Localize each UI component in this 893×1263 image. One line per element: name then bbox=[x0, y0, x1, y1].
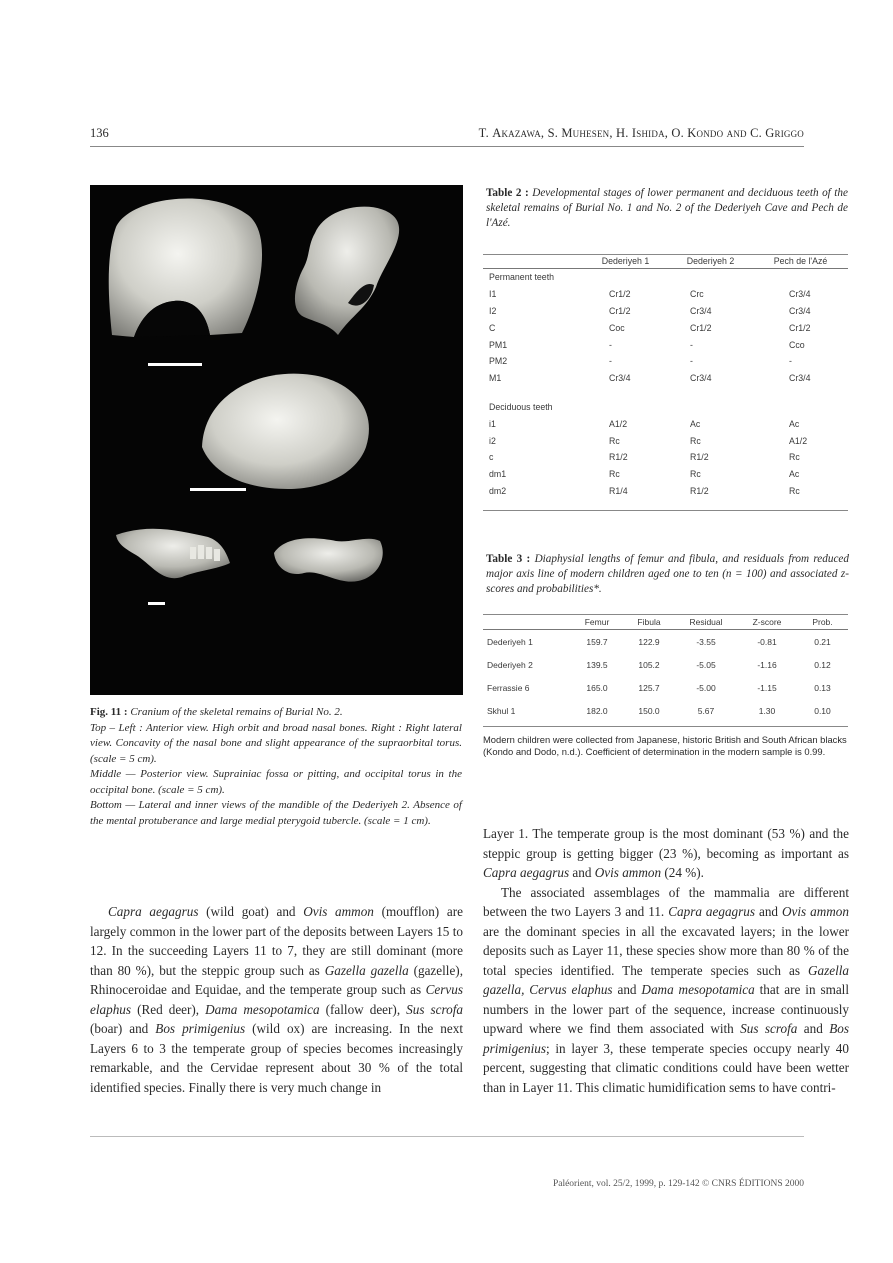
table2-cell: - bbox=[789, 356, 792, 367]
text-run: (24 %). bbox=[661, 865, 704, 880]
table2-body bbox=[483, 269, 848, 500]
table3-cell: Ferrassie 6 bbox=[487, 682, 530, 693]
table3-caption bbox=[486, 552, 849, 597]
table3-body bbox=[483, 630, 848, 723]
table2-row bbox=[483, 449, 848, 466]
table2-caption bbox=[486, 186, 848, 231]
table3-cell: 0.21 bbox=[814, 636, 831, 647]
mandible-lateral bbox=[116, 529, 230, 578]
text-run: and bbox=[797, 1021, 830, 1036]
page-number: 136 bbox=[90, 126, 109, 140]
figure-caption bbox=[90, 705, 462, 829]
table2-cell: PM1 bbox=[489, 339, 508, 350]
figure-label: Fig. 11 : bbox=[90, 706, 128, 718]
caption-top: Top – Left : Anterior view. High orbit and broad nasal bones. Right : Right lateral view. Concavity of the nasal bone and slight appearance of the supraorbital torus. (scale = 5 cm). bbox=[90, 721, 462, 765]
text-run: The associated assemblages of the mammalia are different between the two Layers 3 and 11. bbox=[483, 884, 849, 919]
table3-cell: -5.05 bbox=[696, 659, 716, 670]
table3-cell: 105.2 bbox=[638, 659, 660, 670]
table2-cell: R1/2 bbox=[690, 452, 709, 463]
table2-cell: Cco bbox=[789, 339, 805, 350]
table2-cell: Rc bbox=[609, 435, 620, 446]
table3-cell: 139.5 bbox=[586, 659, 608, 670]
table3-header-2: Fibula bbox=[623, 614, 675, 630]
figure-photograph bbox=[90, 185, 463, 695]
table2-cell: R1/2 bbox=[690, 485, 709, 496]
running-head bbox=[479, 126, 804, 141]
taxon: Gazella gazella bbox=[324, 962, 409, 978]
taxon: Capra aegagrus bbox=[108, 904, 199, 919]
text-run: (wild ox) are increasing. In the next Layers 6 to 3 the temperate group of species becomes increasingly remarkable, and the Cervidae represent about 30 % of the total identified species. Finally there is very much change in bbox=[90, 1021, 463, 1095]
table2-cell: - bbox=[690, 339, 693, 350]
table2-caption-text: Developmental stages of lower permanent and deciduous teeth of the skeletal remains of Burial No. 1 and No. 2 of the Dederiyeh Cave and Pech de l'Azé. bbox=[486, 187, 848, 229]
table2-cell: Cr3/4 bbox=[789, 373, 811, 384]
table2-row bbox=[483, 466, 848, 483]
table2-header-1: Dederiyeh 1 bbox=[583, 254, 668, 269]
table2-cell: M1 bbox=[489, 373, 502, 384]
taxon: Ovis ammon bbox=[594, 865, 662, 880]
table2-cell: i2 bbox=[489, 435, 496, 446]
text-run: (moufflon) are largely common in the lower part of the deposits between Layers 15 to 12. In the succeeding Layers 11 to 7, they are still dominant (more than 80 %), but the steppic group such as bbox=[90, 904, 463, 978]
scale-bar-top bbox=[148, 363, 202, 366]
text-run: (Red deer), bbox=[131, 1001, 206, 1017]
table2-cell: Cr3/4 bbox=[690, 373, 712, 384]
running-head-prefix: T. bbox=[478, 126, 493, 140]
running-head-authors: Akazawa, S. Muhesen, H. Ishida, O. Kondo and C. Griggo bbox=[492, 126, 804, 140]
table2-cell: R1/2 bbox=[609, 452, 628, 463]
table2-header-3: Pech de l'Azé bbox=[753, 254, 848, 269]
table2-cell: Ac bbox=[789, 469, 800, 480]
table3-cell: -5.00 bbox=[696, 682, 716, 693]
table3-cell: 150.0 bbox=[638, 705, 660, 716]
table2-spacer-cell bbox=[483, 387, 848, 399]
table3-header-5: Prob. bbox=[797, 614, 848, 630]
table3-row bbox=[483, 676, 848, 699]
taxon: Capra aegagrus bbox=[668, 904, 755, 919]
text-run: (wild goat) and bbox=[198, 904, 304, 919]
taxon: Sus scrofa bbox=[406, 1001, 463, 1017]
text-run: and bbox=[569, 865, 595, 880]
scale-bar-middle bbox=[190, 488, 246, 491]
text-run: are the dominant species in all the excavated layers; in the lower deposits such as Layer 11, these species show more than 80 % of the total species identified. The temperate species such as bbox=[483, 923, 849, 978]
taxon: Gazella gazella, Cervus elaphus bbox=[483, 962, 849, 997]
footer-citation: Paléorient, vol. 25/2, 1999, p. 129-142 © CNRS ÉDITIONS 2000 bbox=[552, 1179, 804, 1189]
posterior-cranium bbox=[202, 374, 369, 489]
table2-cell: - bbox=[609, 356, 612, 367]
text-run: (gazelle), Rhinoceroidae and Equidae, and the temperate group such as bbox=[90, 962, 463, 997]
table3-cell: Dederiyeh 1 bbox=[487, 636, 533, 647]
table2-section-row bbox=[483, 399, 848, 416]
table2-row bbox=[483, 353, 848, 370]
taxon: Dama mesopotamica bbox=[205, 1001, 320, 1017]
text-run: ; in layer 3, these temperate species occupy nearly 40 percent, suggesting that climatic conditions could have been wetter than in Layer 11. This climatic humidification sems to have contri- bbox=[483, 1040, 849, 1095]
table2-header-0 bbox=[483, 254, 583, 269]
text-run: (fallow deer), bbox=[319, 1001, 407, 1017]
table2-cell: I2 bbox=[489, 305, 497, 316]
table2-cell: dm1 bbox=[489, 469, 507, 480]
left-paragraph bbox=[90, 902, 463, 1097]
table2-cell: A1/2 bbox=[609, 418, 628, 429]
right-paragraph-1 bbox=[483, 824, 849, 883]
table2-spacer bbox=[483, 387, 848, 399]
table2-cell: I1 bbox=[489, 289, 497, 300]
table2-cell: Crc bbox=[690, 289, 704, 300]
table3-header-4: Z-score bbox=[737, 614, 797, 630]
table2-cell: Cr3/4 bbox=[690, 305, 712, 316]
table2-header-2: Dederiyeh 2 bbox=[668, 254, 753, 269]
table3-cell: 165.0 bbox=[586, 682, 608, 693]
table2-cell: Rc bbox=[789, 485, 800, 496]
table2-row bbox=[483, 286, 848, 303]
table3-cell: 159.7 bbox=[586, 636, 608, 647]
table3-cell: -0.81 bbox=[757, 636, 777, 647]
table2-cell: Cr3/4 bbox=[789, 305, 811, 316]
table2-cell: Cr1/2 bbox=[789, 322, 811, 333]
table2-row bbox=[483, 432, 848, 449]
table2-cell: Ac bbox=[789, 418, 800, 429]
lateral-cranium bbox=[295, 207, 399, 335]
taxon: Cervus elaphus bbox=[90, 982, 463, 1017]
table2-cell: Rc bbox=[789, 452, 800, 463]
table3-cell: 122.9 bbox=[638, 636, 660, 647]
table3-cell: 0.13 bbox=[814, 682, 831, 693]
taxon: Bos primigenius bbox=[483, 1021, 849, 1056]
table3-cell: 125.7 bbox=[638, 682, 660, 693]
table3-caption-text: Diaphysial lengths of femur and fibula, and residuals from reduced major axis line of modern children aged one to ten (n = 100) and associated z-scores and probabilities*. bbox=[486, 553, 849, 595]
table3-label: Table 3 : bbox=[486, 553, 531, 565]
text-run: Layer 1. The temperate group is the most dominant (53 %) and the steppic group is getting bigger (23 %), becoming as important as bbox=[483, 826, 849, 861]
table2-cell: R1/4 bbox=[609, 485, 628, 496]
table3-footnote: Modern children were collected from Japanese, historic British and South African blacks (Kondo and Dodo, n.d.). Coefficient of determination in the modern sample is 0.99. bbox=[483, 734, 847, 757]
caption-middle: Middle — Posterior view. Suprainiac fossa or pitting, and occipital torus in the occipital bone. (scale = 5 cm). bbox=[90, 768, 462, 796]
table3-cell: 5.67 bbox=[697, 705, 715, 716]
table3-row bbox=[483, 699, 848, 722]
table2-label: Table 2 : bbox=[486, 187, 529, 199]
table2-cell: Deciduous teeth bbox=[489, 401, 553, 412]
table3-cell: 0.12 bbox=[814, 659, 831, 670]
caption-bottom: Bottom — Lateral and inner views of the mandible of the Dederiyeh 2. Absence of the mental protuberance and large medial pterygoid tubercle. (scale = 1 cm). bbox=[90, 799, 462, 827]
table2-cell: Cr3/4 bbox=[609, 373, 631, 384]
table3-cell: 1.30 bbox=[758, 705, 776, 716]
taxon: Bos primigenius bbox=[155, 1021, 246, 1036]
text-run: (boar) and bbox=[90, 1021, 156, 1036]
table3-header-3: Residual bbox=[675, 614, 737, 630]
table2-cell: - bbox=[690, 356, 693, 367]
table3-header-1: Femur bbox=[571, 614, 623, 630]
table2-row bbox=[483, 483, 848, 500]
text-run: that are in small numbers in the lower part of the sequence, increase continuously upward where we find them associated with bbox=[483, 982, 850, 1036]
table3-cell: 182.0 bbox=[586, 705, 608, 716]
table2-cell: Cr1/2 bbox=[609, 305, 631, 316]
table2-cell: Rc bbox=[609, 469, 620, 480]
caption-main: Cranium of the skeletal remains of Burial No. 2. bbox=[130, 706, 343, 718]
table2-row bbox=[483, 370, 848, 387]
table3-row bbox=[483, 653, 848, 676]
header-rule bbox=[90, 146, 804, 147]
taxon: Sus scrofa bbox=[740, 1021, 798, 1036]
table2-cell: C bbox=[489, 322, 496, 333]
table2-cell: Cr3/4 bbox=[789, 289, 811, 300]
text-run: and bbox=[612, 982, 642, 997]
table2-cell: A1/2 bbox=[789, 435, 808, 446]
footer-rule bbox=[90, 1136, 804, 1137]
table2-cell: dm2 bbox=[489, 485, 507, 496]
table3 bbox=[483, 614, 848, 722]
table2-cell: - bbox=[609, 339, 612, 350]
table2-cell: Ac bbox=[690, 418, 701, 429]
taxon: Capra aegagrus bbox=[483, 865, 570, 880]
table2-cell: c bbox=[489, 452, 494, 463]
table2-section-row bbox=[483, 269, 848, 286]
right-body-column bbox=[483, 824, 849, 1097]
table2-cell: Cr1/2 bbox=[690, 322, 712, 333]
table2-row bbox=[483, 415, 848, 432]
taxon: Ovis ammon bbox=[303, 904, 374, 919]
table3-bottom-rule bbox=[483, 726, 848, 727]
table3-cell: -1.16 bbox=[757, 659, 777, 670]
table2-row bbox=[483, 303, 848, 320]
table3-cell: Skhul 1 bbox=[487, 705, 516, 716]
table3-cell: 0.10 bbox=[814, 705, 831, 716]
table2-cell: Cr1/2 bbox=[609, 289, 631, 300]
table3-header-0 bbox=[483, 614, 571, 630]
table3-cell: -1.15 bbox=[757, 682, 777, 693]
table2-cell: Coc bbox=[609, 322, 625, 333]
table2-row bbox=[483, 336, 848, 353]
left-body-column bbox=[90, 902, 463, 1097]
scale-bar-bottom bbox=[148, 602, 165, 605]
table2-row bbox=[483, 319, 848, 336]
table3-cell: -3.55 bbox=[696, 636, 716, 647]
table2-bottom-rule bbox=[483, 510, 848, 511]
table2-cell: i1 bbox=[489, 418, 496, 429]
text-run: and bbox=[755, 904, 783, 919]
skull-photo-illustration bbox=[90, 185, 463, 695]
table2-cell: PM2 bbox=[489, 356, 508, 367]
table3-cell: Dederiyeh 2 bbox=[487, 659, 533, 670]
right-paragraph-2 bbox=[483, 883, 849, 1098]
table2-cell: Rc bbox=[690, 469, 701, 480]
taxon: Dama mesopotamica bbox=[641, 982, 755, 997]
table3-row bbox=[483, 630, 848, 654]
table2-cell: Permanent teeth bbox=[489, 272, 555, 283]
mandible-inner bbox=[274, 538, 383, 581]
taxon: Ovis ammon bbox=[782, 904, 849, 919]
table2-cell: Rc bbox=[690, 435, 701, 446]
table2 bbox=[483, 254, 848, 499]
